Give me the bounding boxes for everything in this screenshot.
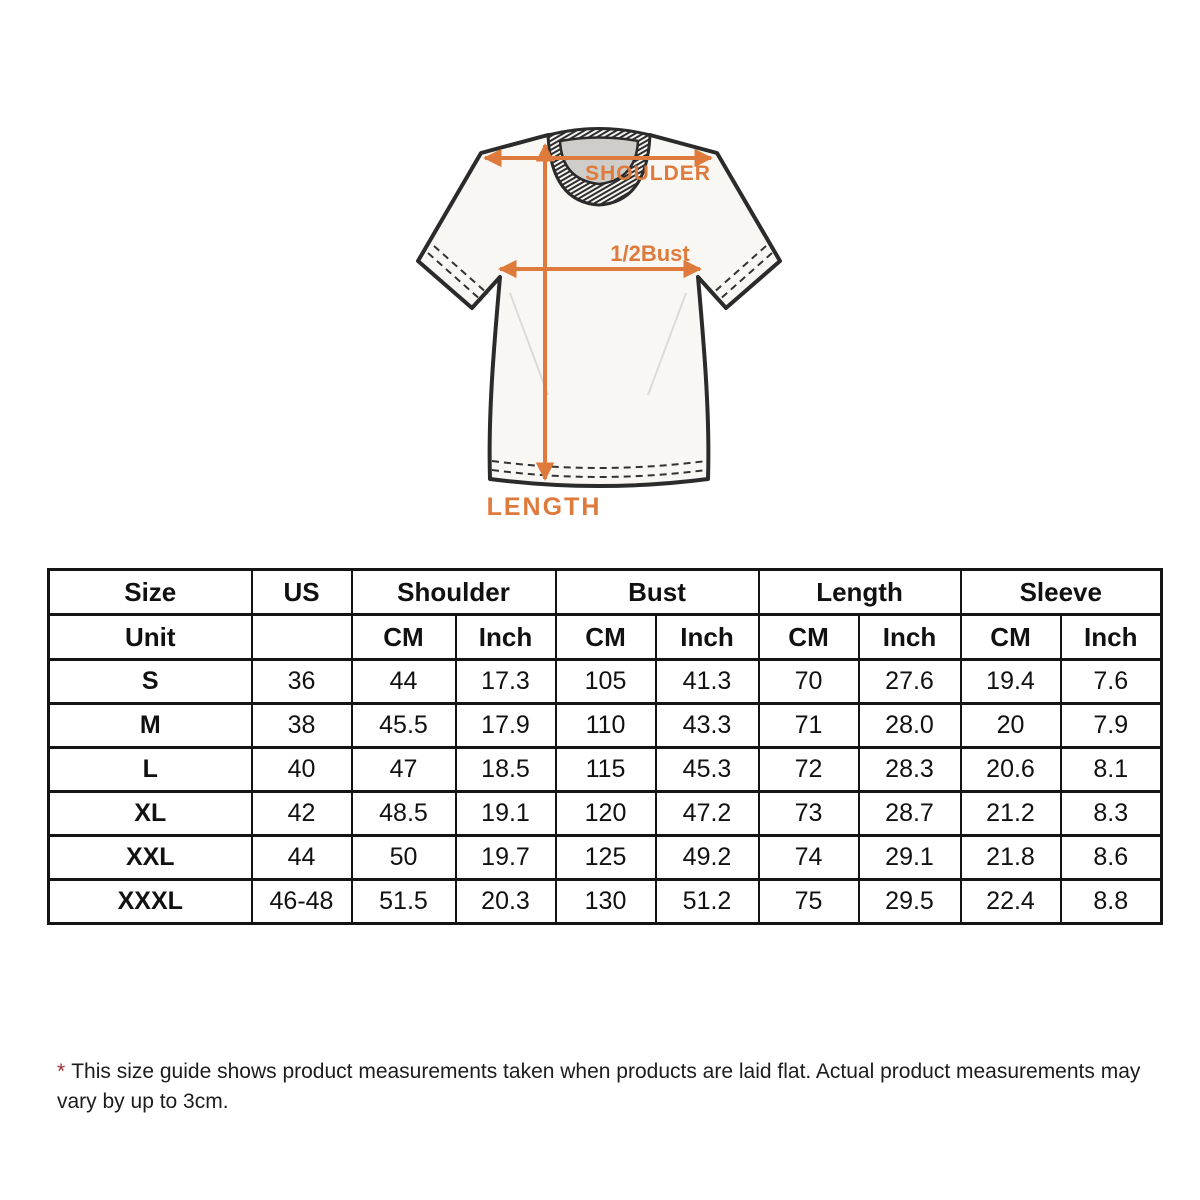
cell: XXXL [49, 880, 252, 924]
table-row [49, 836, 1162, 880]
cell: 75 [759, 880, 859, 924]
unit-inch: Inch [656, 615, 759, 660]
cell: 71 [759, 704, 859, 748]
footnote-asterisk: * [57, 1060, 66, 1083]
col-us: US [252, 570, 352, 615]
col-length: Length [759, 570, 961, 615]
cell: 19.7 [456, 836, 556, 880]
cell: 44 [252, 836, 352, 880]
cell: 19.4 [961, 660, 1061, 704]
cell: 120 [556, 792, 656, 836]
cell: 41.3 [656, 660, 759, 704]
unit-inch: Inch [1061, 615, 1162, 660]
cell: S [49, 660, 252, 704]
table-row [49, 704, 1162, 748]
shoulder-label: SHOULDER [585, 162, 711, 185]
length-label: LENGTH [486, 493, 602, 521]
table-header-row [49, 570, 1162, 615]
bust-label: 1/2Bust [610, 241, 690, 266]
cell: 43.3 [656, 704, 759, 748]
cell: 115 [556, 748, 656, 792]
unit-inch: Inch [859, 615, 961, 660]
cell: 42 [252, 792, 352, 836]
cell: 44 [352, 660, 456, 704]
cell: 21.2 [961, 792, 1061, 836]
cell: L [49, 748, 252, 792]
cell: 70 [759, 660, 859, 704]
cell: 21.8 [961, 836, 1061, 880]
cell: 105 [556, 660, 656, 704]
cell: 18.5 [456, 748, 556, 792]
cell: 19.1 [456, 792, 556, 836]
cell: 51.5 [352, 880, 456, 924]
cell: 8.3 [1061, 792, 1162, 836]
cell: 125 [556, 836, 656, 880]
unit-cm: CM [759, 615, 859, 660]
cell: 46-48 [252, 880, 352, 924]
shirt-diagram [388, 95, 812, 545]
cell: 17.3 [456, 660, 556, 704]
col-sleeve: Sleeve [961, 570, 1162, 615]
cell: 7.6 [1061, 660, 1162, 704]
cell: XL [49, 792, 252, 836]
table-row [49, 660, 1162, 704]
table-row [49, 792, 1162, 836]
cell: 8.8 [1061, 880, 1162, 924]
shirt-diagram-svg [388, 95, 812, 545]
cell: 27.6 [859, 660, 961, 704]
footnote [57, 1057, 1155, 1117]
cell: 130 [556, 880, 656, 924]
cell: 47 [352, 748, 456, 792]
cell: 7.9 [1061, 704, 1162, 748]
unit-cm: CM [556, 615, 656, 660]
cell: 49.2 [656, 836, 759, 880]
col-shoulder: Shoulder [352, 570, 556, 615]
cell: 29.1 [859, 836, 961, 880]
cell: M [49, 704, 252, 748]
cell: 8.6 [1061, 836, 1162, 880]
cell: 72 [759, 748, 859, 792]
cell: 51.2 [656, 880, 759, 924]
unit-inch: Inch [456, 615, 556, 660]
cell: 110 [556, 704, 656, 748]
table-row [49, 748, 1162, 792]
cell: 22.4 [961, 880, 1061, 924]
cell: 73 [759, 792, 859, 836]
cell: XXL [49, 836, 252, 880]
cell: 36 [252, 660, 352, 704]
unit-empty [252, 615, 352, 660]
cell: 47.2 [656, 792, 759, 836]
col-bust: Bust [556, 570, 759, 615]
cell: 28.7 [859, 792, 961, 836]
cell: 28.3 [859, 748, 961, 792]
col-size: Size [49, 570, 252, 615]
cell: 48.5 [352, 792, 456, 836]
unit-row [49, 615, 1162, 660]
cell: 45.5 [352, 704, 456, 748]
cell: 20.6 [961, 748, 1061, 792]
cell: 20.3 [456, 880, 556, 924]
cell: 50 [352, 836, 456, 880]
unit-cm: CM [352, 615, 456, 660]
unit-cm: CM [961, 615, 1061, 660]
cell: 29.5 [859, 880, 961, 924]
footnote-text: This size guide shows product measurements taken when products are laid flat. Actual product measurements may vary by up to 3cm. [57, 1060, 1141, 1113]
cell: 20 [961, 704, 1061, 748]
cell: 40 [252, 748, 352, 792]
cell: 45.3 [656, 748, 759, 792]
cell: 28.0 [859, 704, 961, 748]
unit-label: Unit [49, 615, 252, 660]
cell: 38 [252, 704, 352, 748]
size-table [47, 568, 1163, 925]
table-row [49, 880, 1162, 924]
cell: 74 [759, 836, 859, 880]
cell: 17.9 [456, 704, 556, 748]
cell: 8.1 [1061, 748, 1162, 792]
